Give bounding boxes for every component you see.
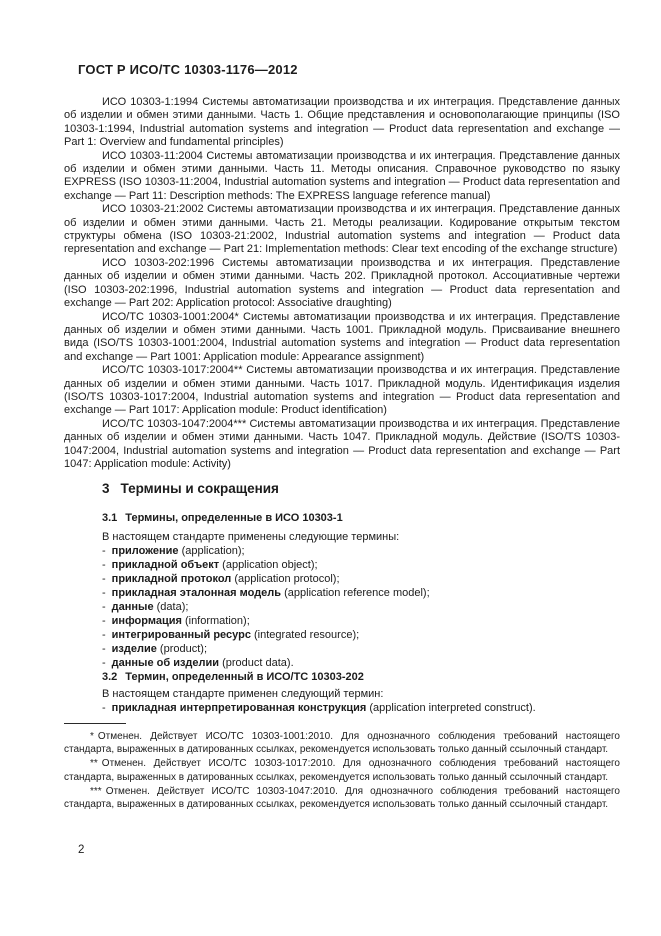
subsection-title: Термин, определенный в ИСО/ТС 10303-202: [125, 671, 364, 683]
reference-paragraph: ИСО/ТС 10303-1001:2004* Системы автоматизации производства и их интеграция. Представление данных об изделии и обмен этими данными. Часть 1001. Прикладной модуль. Присваивание внешнего вида (ISO/TS 10303-1001:2004, Industrial automation systems and integration — Product data representation and exchange — Part 1001: Application module: Appearance assignment): [64, 310, 620, 363]
normative-references-section: [64, 96, 620, 471]
footnote: * Отменен. Действует ИСО/ТС 10303-1001:2010. Для однозначного соблюдения требований настоящего стандарта, выраженных в датированных ссылках, рекомендуется использовать только данный ссылочный стандарт.: [64, 731, 620, 756]
list-dash: -: [102, 573, 106, 585]
term-list-item: - данные (data);: [102, 601, 189, 613]
subsection-heading-3-2: [64, 671, 364, 683]
terms-intro: В настоящем стандарте применен следующий термин:: [102, 688, 384, 700]
list-dash: -: [102, 643, 106, 655]
page-number: 2: [78, 844, 85, 856]
term-list-item: - прикладной объект (application object);: [102, 559, 318, 571]
list-dash: -: [102, 702, 106, 714]
term-list-item: - изделие (product);: [102, 643, 208, 655]
reference-paragraph: ИСО 10303-1:1994 Системы автоматизации производства и их интеграция. Представление данных об изделии и обмен этими данными. Часть 1. Общие представления и основополагающие принципы (ISO 10303-1:1994, Industrial automation systems and integration — Product data representation and exchange — Part 1: Overview and fundamental principles): [64, 96, 620, 149]
footnote: ** Отменен. Действует ИСО/ТС 10303-1017:2010. Для однозначного соблюдения требований настоящего стандарта, выраженных в датированных ссылках, рекомендуется использовать только данный ссылочный стандарт.: [64, 758, 620, 783]
reference-paragraph: ИСО/ТС 10303-1047:2004*** Системы автоматизации производства и их интеграция. Представление данных об изделии и обмен этими данными. Часть 1047. Прикладной модуль. Действие (ISO/TS 10303-1047:2004, Industrial automation systems and integration — Product data representation and exchange — Part 1047: Application module: Activity): [64, 417, 620, 470]
subsection-number: 3.2: [102, 671, 118, 683]
section-number: 3: [102, 481, 110, 496]
terms-list-3-2: [64, 687, 620, 715]
section-title: Термины и сокращения: [120, 481, 279, 496]
term-list-item: - прикладная интерпретированная конструкция (application interpreted construct).: [102, 702, 536, 714]
footnote-marker: ***: [90, 785, 102, 797]
list-dash: -: [102, 559, 106, 571]
list-dash: -: [102, 545, 106, 557]
reference-paragraph: ИСО/ТС 10303-1017:2004** Системы автоматизации производства и их интеграция. Представление данных об изделии и обмен этими данными. Часть 1017. Прикладной модуль. Идентификация изделия (ISO/TS 10303-1017:2004, Industrial automation systems and integration — Product data representation and exchange — Part 1017: Application module: Product identification): [64, 364, 620, 417]
list-dash: -: [102, 601, 106, 613]
reference-paragraph: ИСО 10303-202:1996 Системы автоматизации производства и их интеграция. Представление данных об изделии и обмен этими данными. Часть 202. Прикладной протокол. Ассоциативные чертежи (ISO 10303-202:1996, Industrial automation systems and integration — Product data representation and exchange — Part 202: Application protocol: Associative draughting): [64, 256, 620, 310]
terms-intro: В настоящем стандарте применены следующие термины:: [102, 531, 400, 543]
section-heading: [64, 481, 279, 496]
list-dash: -: [102, 587, 106, 599]
subsection-heading-3-1: [64, 512, 343, 524]
term-list-item: - информация (information);: [102, 615, 250, 627]
reference-paragraph: ИСО 10303-21:2002 Системы автоматизации производства и их интеграция. Представление данных об изделии и обмен этими данными. Часть 21. Методы реализации. Кодирование открытым текстом структуры обмена (ISO 10303-21:2002, Industrial automation systems and integration — Product data representation and exchange — Part 21: Implementation methods: Clear text encoding of the exchange structure): [64, 203, 620, 256]
terms-list-3-1: [64, 530, 620, 670]
running-header: ГОСТ Р ИСО/ТС 10303-1176—2012: [78, 62, 298, 77]
term-list-item: - прикладная эталонная модель (application reference model);: [102, 587, 430, 599]
list-dash: -: [102, 657, 106, 669]
reference-paragraph: ИСО 10303-11:2004 Системы автоматизации производства и их интеграция. Представление данных об изделии и обмен этими данными. Часть 11. Методы описания. Справочное руководство по языку EXPRESS (ISO 10303-11:2004, Industrial automation systems and integration — Product data representation and exchange — Part 11: Description methods: The EXPRESS language reference manual): [64, 149, 620, 202]
list-dash: -: [102, 629, 106, 641]
term-list-item: - приложение (application);: [102, 545, 245, 557]
list-dash: -: [102, 615, 106, 627]
footnote-marker: *: [90, 731, 94, 742]
footnote-separator: [64, 723, 126, 724]
footnote: *** Отменен. Действует ИСО/ТС 10303-1047:2010. Для однозначного соблюдения требований настоящего стандарта, выраженных в датированных ссылках, рекомендуется использовать только данный ссылочный стандарт.: [64, 785, 620, 811]
subsection-title: Термины, определенные в ИСО 10303-1: [125, 512, 343, 524]
footnote-marker: **: [90, 758, 98, 770]
term-list-item: - данные об изделии (product data).: [102, 657, 294, 669]
footnotes-section: [64, 730, 620, 812]
term-list-item: - интегрированный ресурс (integrated resource);: [102, 629, 360, 641]
subsection-number: 3.1: [102, 512, 118, 524]
term-list-item: - прикладной протокол (application protocol);: [102, 573, 340, 585]
